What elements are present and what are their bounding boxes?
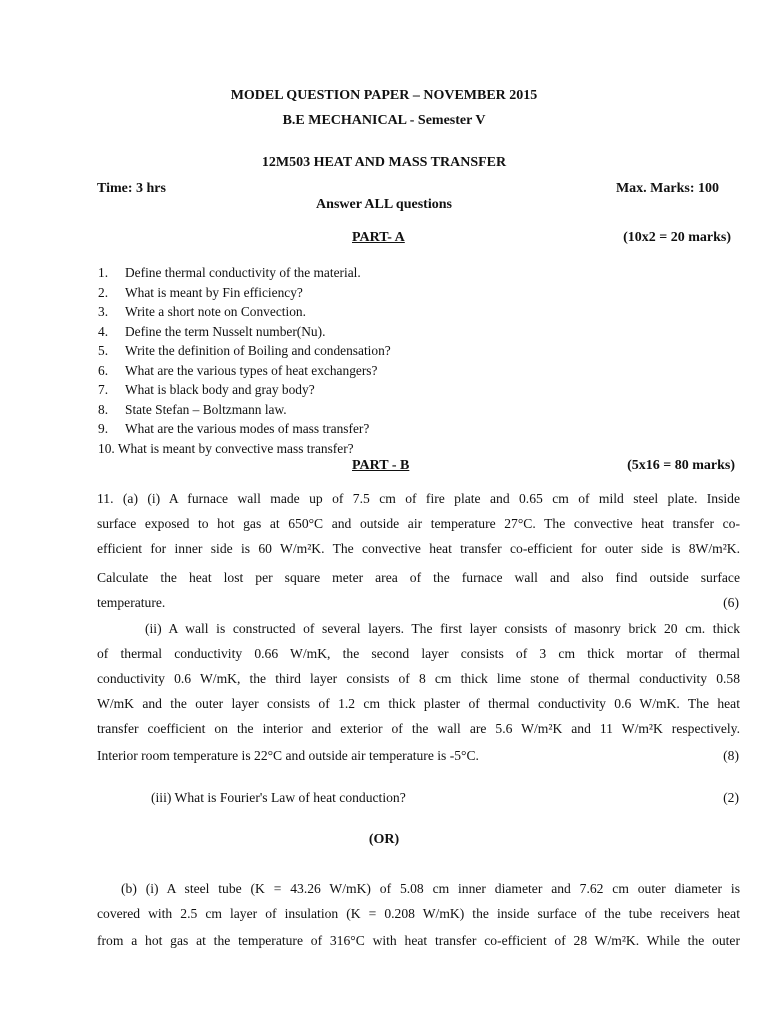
course-line: B.E MECHANICAL - Semester V [282, 113, 486, 128]
list-item: 9. What are the various modes of mass transfer? [98, 421, 370, 436]
paragraph-line: Calculate the heat lost per square meter area of the furnace wall and also find outside surface [97, 570, 740, 585]
paragraph-line: (iii) What is Fourier's Law of heat conduction? [151, 790, 406, 805]
max-marks-label: Max. Marks: 100 [615, 181, 719, 196]
marks-label: (2) [723, 790, 739, 805]
paragraph-line: from a hot gas at the temperature of 316°C with heat transfer co-efficient of 28 W/m²K. While the outer [97, 933, 740, 948]
marks-label: (8) [723, 748, 739, 763]
list-item: 5. Write the definition of Boiling and condensation? [98, 343, 391, 358]
part-b-marks: (5x16 = 80 marks) [627, 458, 735, 473]
paragraph-line: efficient for inner side is 60 W/m²K. The convective heat transfer co-efficient for outer side is 8W/m²K. [97, 541, 740, 556]
paragraph-line: 11. (a) (i) A furnace wall made up of 7.5 cm of fire plate and 0.65 cm of mild steel plate. Inside [97, 491, 740, 506]
paragraph-line: (b) (i) A steel tube (K = 43.26 W/mK) of 5.08 cm inner diameter and 7.62 cm outer diameter is [121, 881, 740, 896]
paper-title: MODEL QUESTION PAPER – NOVEMBER 2015 [230, 88, 538, 103]
paragraph-line: (ii) A wall is constructed of several layers. The first layer consists of masonry brick 20 cm. thick [145, 621, 740, 636]
paragraph-line: conductivity 0.6 W/mK, the third layer consists of 8 cm thick lime stone of thermal conductivity 0.58 [97, 671, 740, 686]
list-item: 7. What is black body and gray body? [98, 382, 315, 397]
list-item: 10. What is meant by convective mass transfer? [98, 441, 354, 456]
list-item: 8. State Stefan – Boltzmann law. [98, 402, 287, 417]
paragraph-line: surface exposed to hot gas at 650°C and outside air temperature 27°C. The convective heat transfer co- [97, 516, 740, 531]
part-b-heading: PART - B [352, 458, 410, 473]
or-separator: (OR) [368, 832, 400, 847]
instruction-line: Answer ALL questions [316, 197, 452, 212]
list-item: 2. What is meant by Fin efficiency? [98, 285, 303, 300]
list-item: 4. Define the term Nusselt number(Nu). [98, 324, 326, 339]
part-a-heading: PART- A [352, 230, 405, 245]
marks-label: (6) [723, 595, 739, 610]
list-item: 1. Define thermal conductivity of the material. [98, 265, 361, 280]
part-a-marks: (10x2 = 20 marks) [623, 230, 731, 245]
subject-line: 12M503 HEAT AND MASS TRANSFER [261, 155, 507, 170]
paragraph-line: transfer coefficient on the interior and exterior of the wall are 5.6 W/m²K and 11 W/m²K respectively. [97, 721, 740, 736]
list-item: 6. What are the various types of heat exchangers? [98, 363, 378, 378]
paragraph-line: of thermal conductivity 0.66 W/mK, the second layer consists of 3 cm thick mortar of thermal [97, 646, 740, 661]
paragraph-line: covered with 2.5 cm layer of insulation (K = 0.208 W/mK) the inside surface of the tube receivers heat [97, 906, 740, 921]
list-item: 3. Write a short note on Convection. [98, 304, 306, 319]
paragraph-line: temperature. [97, 595, 166, 610]
paragraph-line: W/mK and the outer layer consists of 1.2 cm thick plaster of thermal conductivity 0.6 W/mK. The heat [97, 696, 740, 711]
paragraph-line: Interior room temperature is 22°C and outside air temperature is -5°C. [97, 748, 479, 763]
time-label: Time: 3 hrs [97, 181, 166, 196]
